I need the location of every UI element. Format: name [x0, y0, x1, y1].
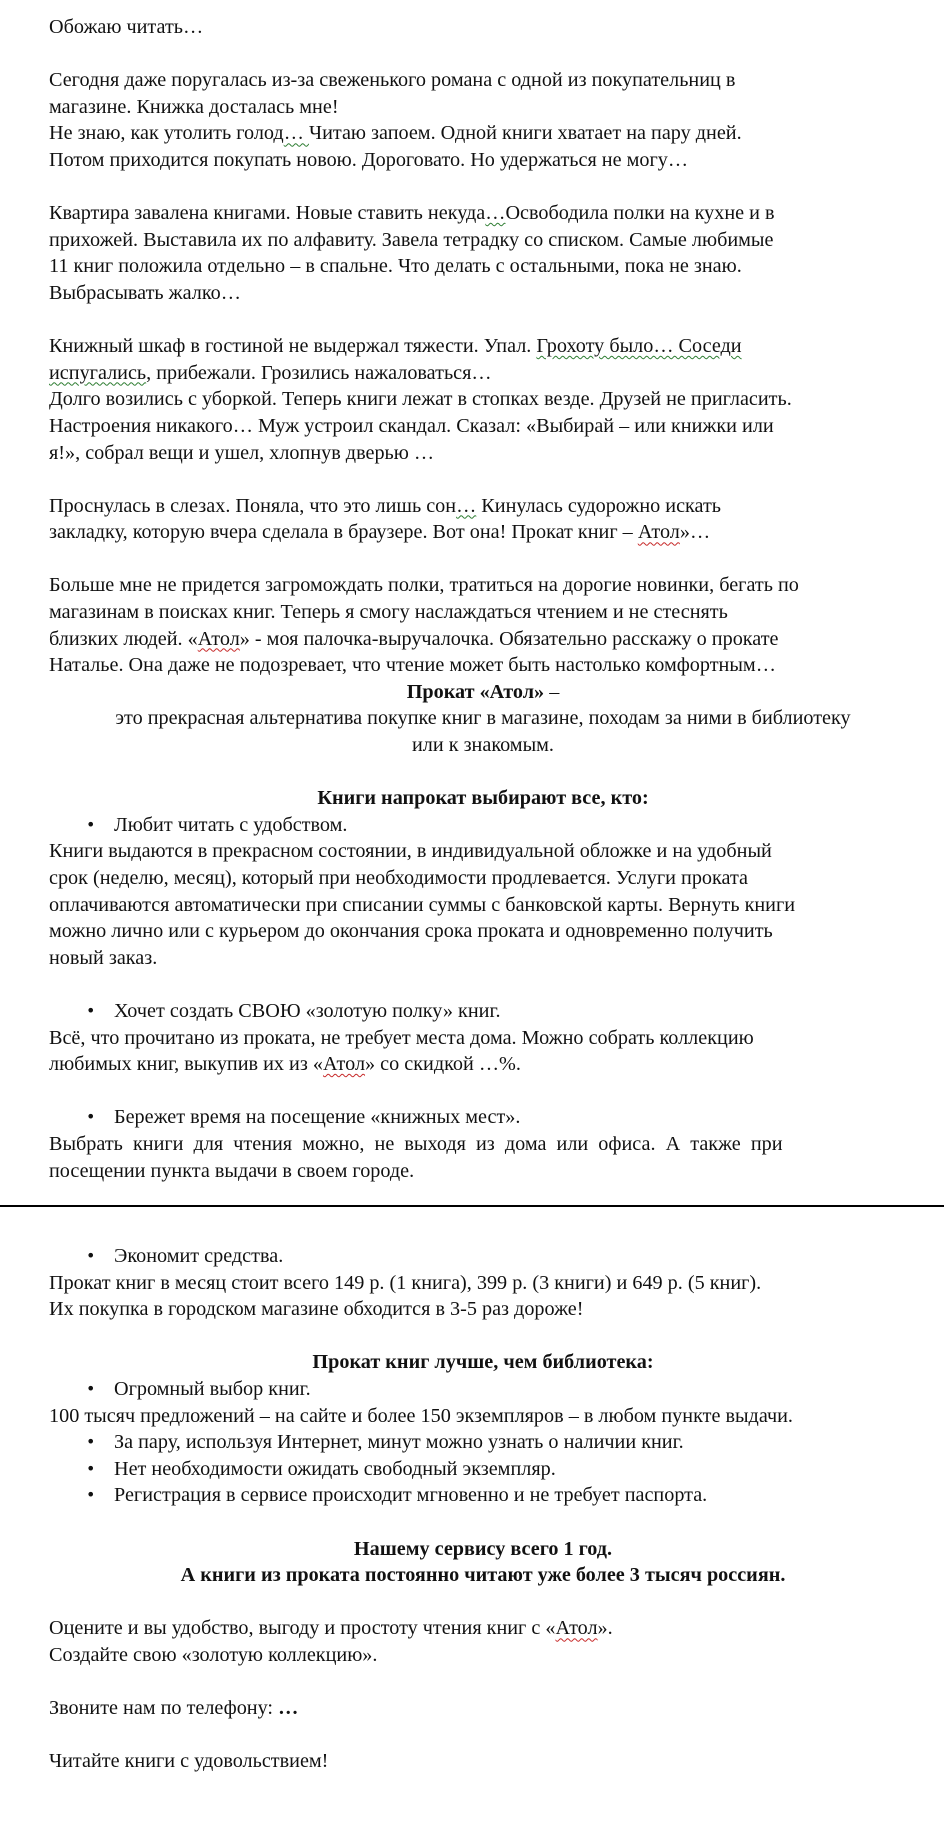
- text-line: Книжный шкаф в гостиной не выдержал тяжести. Упал. Грохоту было… Соседи: [49, 335, 742, 358]
- list-item: • Нет необходимости ожидать свободный экземпляр.: [49, 1456, 917, 1483]
- text-line: Создайте свою «золотую коллекцию».: [49, 1643, 378, 1666]
- text-line: Долго возились с уборкой. Теперь книги лежат в стопках везде. Друзей не пригласить.: [49, 388, 792, 411]
- library-list: [49, 1429, 917, 1509]
- text-line: Не знаю, как утолить голод… Читаю запоем. Одной книги хватает на пару дней.: [49, 122, 742, 145]
- who-list: [49, 812, 917, 839]
- phone-value: …: [278, 1697, 299, 1720]
- text-line: испугались, прибежали. Грозились нажаловаться…: [49, 361, 492, 384]
- text-line: можно лично или с курьером до окончания срока проката и одновременно получить: [49, 920, 773, 943]
- text-line: Выбрасывать жалко…: [49, 281, 241, 304]
- text-line: Потом приходится покупать новою. Дороговато. Но удержаться не могу…: [49, 148, 689, 171]
- paragraph-dream: [49, 493, 917, 546]
- promo-subtitle: это прекрасная альтернатива покупке книг в магазине, походам за ними в библиотеку: [115, 707, 851, 730]
- library-heading: Прокат книг лучше, чем библиотека:: [312, 1351, 654, 1374]
- text-line: Их покупка в городском магазине обходится в 3-5 раз дороже!: [49, 1298, 584, 1321]
- text-line: срок (неделю, месяц), который при необходимости продлевается. Услуги проката: [49, 867, 748, 889]
- text-line: Больше мне не придется загромождать полки, тратиться на дорогие новинки, бегать по: [49, 574, 799, 597]
- intro-title: Обожаю читать…: [49, 16, 204, 38]
- paragraph-apartment: [49, 200, 917, 306]
- who-list: [49, 1243, 917, 1270]
- list-item: • Бережет время на посещение «книжных мест».: [49, 1104, 917, 1131]
- promo-heading: Прокат «Атол» –: [406, 680, 560, 703]
- text-line: Проснулась в слезах. Поняла, что это лишь сон… Кинулась судорожно искать: [49, 494, 722, 517]
- page-break-line: [0, 1205, 944, 1207]
- text-line: Книги выдаются в прекрасном состоянии, в индивидуальной обложке и на удобный: [49, 840, 772, 863]
- grammar-underline: …: [283, 122, 309, 145]
- footer-line: Читайте книги с удовольствием!: [49, 1750, 329, 1773]
- who-list: [49, 1104, 917, 1131]
- list-item: • Любит читать с удобством.: [49, 812, 917, 839]
- paragraph-bookshelf: [49, 333, 917, 466]
- grammar-underline: …: [485, 202, 506, 225]
- text-line: магазинам в поисках книг. Теперь я смогу наслаждаться чтением и не стеснять: [49, 601, 728, 624]
- document-page-2: [49, 1243, 917, 1775]
- paragraph-quarrel: [49, 67, 917, 173]
- text-line: оплачиваются автоматически при списании суммы с банковской карты. Вернуть книги: [49, 893, 796, 916]
- spelling-underline: Атол: [555, 1617, 598, 1640]
- list-item: • Хочет создать СВОЮ «золотую полку» книг.: [49, 998, 917, 1025]
- text-line: Натальe. Она даже не подозревает, что чтение может быть настолько комфортным…: [49, 654, 776, 677]
- document-page-1: [49, 14, 917, 1184]
- list-item: • Экономит средства.: [49, 1243, 917, 1270]
- library-list: [49, 1376, 917, 1403]
- list-item: • Регистрация в сервисе происходит мгновенно и не требует паспорта.: [49, 1482, 917, 1509]
- text-line: магазине. Книжка досталась мне!: [49, 95, 339, 118]
- text-line: 11 книг положила отдельно – в спальне. Что делать с остальными, пока не знаю.: [49, 255, 742, 278]
- list-item: • Огромный выбор книг.: [49, 1376, 917, 1403]
- text-line: Всё, что прочитано из проката, не требует места дома. Можно собрать коллекцию: [49, 1026, 754, 1049]
- text-line: Настроения никакого… Муж устроил скандал. Сказал: «Выбирай – или книжки или: [49, 414, 774, 437]
- text-line: 100 тысяч предложений – на сайте и более 150 экземпляров – в любом пункте выдачи.: [49, 1404, 793, 1427]
- grammar-underline: Грохоту было… Соседи: [536, 335, 742, 358]
- text-line: посещении пункта выдачи в своем городе.: [49, 1159, 415, 1182]
- text-line: любимых книг, выкупив их из «Атол» со скидкой …%.: [49, 1053, 521, 1076]
- phone-line: Звоните нам по телефону: …: [49, 1697, 299, 1720]
- spelling-underline: Атол: [322, 1053, 366, 1076]
- text-line: новый заказ.: [49, 946, 158, 969]
- who-list: [49, 998, 917, 1025]
- text-line: близких людей. «Атол» - моя палочка-выручалочка. Обязательно расскажу о прокате: [49, 627, 779, 650]
- text-line: Квартира завалена книгами. Новые ставить некуда…Освободила полки на кухне и в: [49, 202, 775, 225]
- closing-heading: Нашему сервису всего 1 год.: [353, 1537, 613, 1560]
- text-line: Оцените и вы удобство, выгоду и простоту чтения книг с «Атол».: [49, 1617, 613, 1640]
- spelling-underline: Атол: [637, 521, 680, 544]
- text-line: Сегодня даже поругалась из-за свеженького романа с одной из покупательниц в: [49, 69, 736, 92]
- text-line: Выбрать книги для чтения можно, не выходя из дома или офиса. А также при: [49, 1132, 783, 1155]
- closing-heading: А книги из проката постоянно читают уже более 3 тысяч россиян.: [180, 1564, 786, 1587]
- list-item: • За пару, используя Интернет, минут можно узнать о наличии книг.: [49, 1429, 917, 1456]
- text-line: закладку, которую вчера сделала в браузере. Вот она! Прокат книг – Атол»…: [49, 521, 711, 544]
- grammar-underline: испугались: [49, 361, 147, 384]
- text-line: прихожей. Выставила их по алфавиту. Завела тетрадку со списком. Самые любимые: [49, 228, 774, 251]
- promo-subtitle: или к знакомым.: [412, 734, 554, 757]
- text-line: Прокат книг в месяц стоит всего 149 р. (1 книга), 399 р. (3 книги) и 649 р. (5 книг).: [49, 1271, 762, 1294]
- spelling-underline: Атол: [197, 627, 240, 650]
- paragraph-no-more: [49, 572, 917, 678]
- who-heading: Книги напрокат выбирают все, кто:: [317, 787, 649, 810]
- text-line: я!», собрал вещи и ушел, хлопнув дверью …: [49, 441, 435, 464]
- grammar-underline: …: [456, 494, 477, 517]
